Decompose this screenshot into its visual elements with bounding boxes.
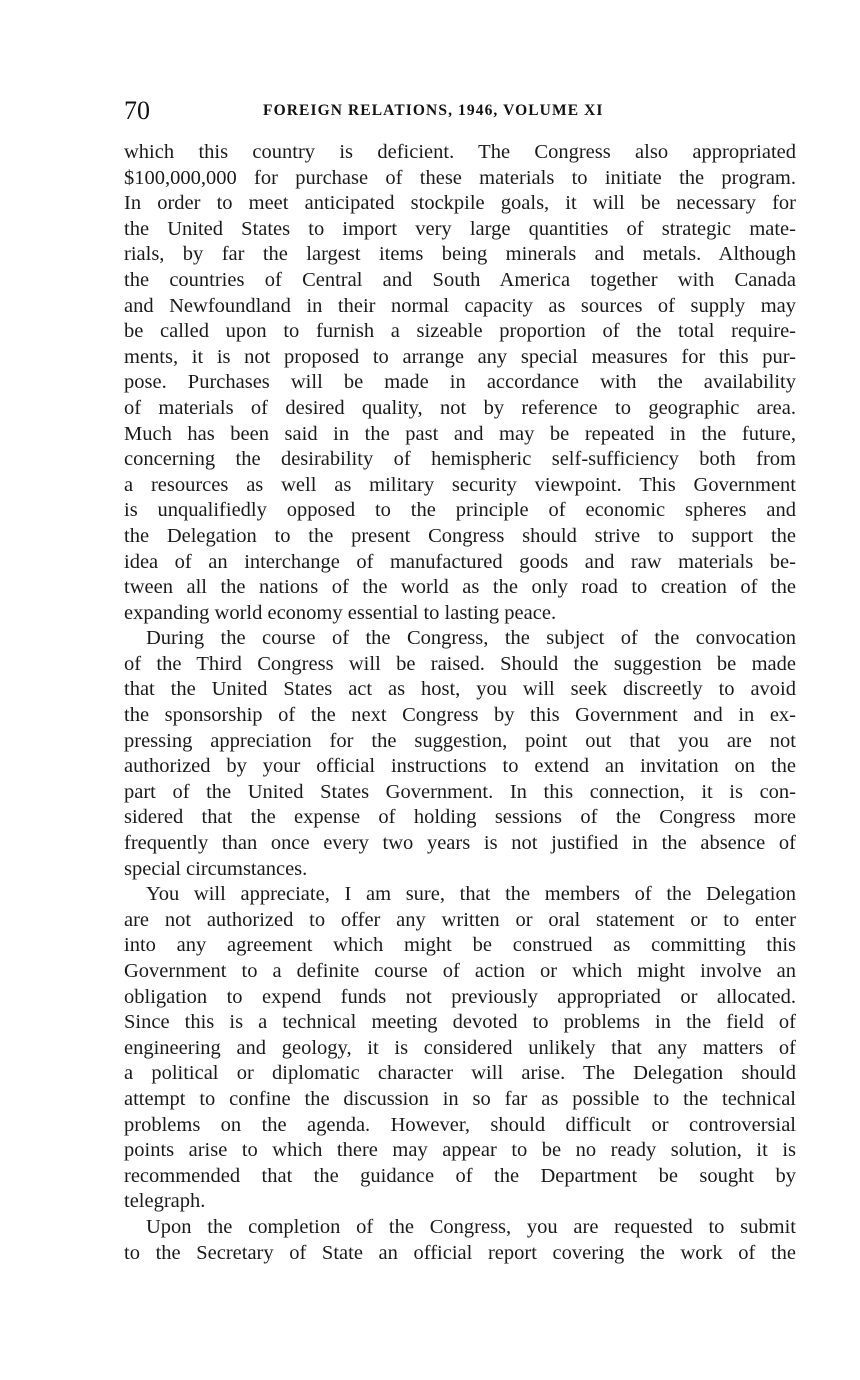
text-line: frequently than once every two years is not justified in the absence of xyxy=(124,832,796,855)
text-line: of the Third Congress will be raised. Should the suggestion be made xyxy=(124,652,796,675)
paragraph-third-congress xyxy=(124,626,796,882)
text-line: pressing appreciation for the suggestion, point out that you are not xyxy=(124,729,796,752)
text-line: telegraph. xyxy=(124,1190,206,1213)
text-line: tween all the nations of the world as the only road to creation of the xyxy=(124,576,796,599)
text-line: rials, by far the largest items being minerals and metals. Although xyxy=(124,243,796,266)
text-line: pose. Purchases will be made in accordance with the availability xyxy=(124,371,796,394)
text-line: which this country is deficient. The Congress also appropriated xyxy=(124,141,796,163)
text-line: concerning the desirability of hemispheric self-sufficiency both from xyxy=(124,448,796,471)
text-line: part of the United States Government. In this connection, it is con- xyxy=(124,780,796,803)
text-line: Upon the completion of the Congress, you are requested to submit xyxy=(146,1215,796,1238)
text-line: You will appreciate, I am sure, that the members of the Delegation xyxy=(146,883,796,906)
page-number: 70 xyxy=(124,96,150,125)
text-line: Since this is a technical meeting devoted to problems in the field of xyxy=(124,1011,796,1034)
text-line: special circumstances. xyxy=(124,857,308,880)
body-text xyxy=(124,140,796,1266)
text-line: Government to a definite course of action or which might involve an xyxy=(124,960,796,982)
text-line: a resources as well as military security viewpoint. This Government xyxy=(124,473,796,496)
text-line: of materials of desired quality, not by reference to geographic area. xyxy=(124,396,796,419)
text-line: authorized by your official instructions to extend an invitation on the xyxy=(124,755,796,778)
paragraph-stockpile xyxy=(124,140,796,626)
text-line: the countries of Central and South America together with Canada xyxy=(124,268,796,291)
text-line: the sponsorship of the next Congress by this Government and in ex- xyxy=(124,704,796,727)
text-line: that the United States act as host, you will seek discreetly to avoid xyxy=(124,678,796,701)
text-line: engineering and geology, it is considered unlikely that any matters of xyxy=(124,1036,796,1059)
text-line: $100,000,000 for purchase of these materials to initiate the program. xyxy=(124,166,796,189)
paragraph-report xyxy=(124,1215,796,1266)
text-line: points arise to which there may appear to be no ready solution, it is xyxy=(124,1139,796,1162)
text-line: During the course of the Congress, the subject of the convocation xyxy=(146,627,796,650)
text-line: obligation to expend funds not previously appropriated or allocated. xyxy=(124,985,796,1008)
text-line: the United States to import very large quantities of strategic mate- xyxy=(124,217,796,240)
text-line: and Newfoundland in their normal capacity as sources of supply may xyxy=(124,294,796,317)
text-line: Much has been said in the past and may be repeated in the future, xyxy=(124,422,796,445)
text-line: the Delegation to the present Congress should strive to support the xyxy=(124,524,796,547)
text-line: are not authorized to offer any written or oral statement or to enter xyxy=(124,908,796,931)
text-line: attempt to confine the discussion in so far as possible to the technical xyxy=(124,1087,796,1110)
text-line: be called upon to furnish a sizeable proportion of the total require- xyxy=(124,320,796,343)
text-line: to the Secretary of State an official report covering the work of the xyxy=(124,1241,796,1264)
text-line: ments, it is not proposed to arrange any special measures for this pur- xyxy=(124,345,796,368)
text-line: expanding world economy essential to lasting peace. xyxy=(124,601,557,624)
text-line: into any agreement which might be construed as committing this xyxy=(124,934,796,957)
text-line: sidered that the expense of holding sessions of the Congress more xyxy=(124,806,796,829)
text-line: a political or diplomatic character will arise. The Delegation should xyxy=(124,1062,796,1085)
text-line: In order to meet anticipated stockpile goals, it will be necessary for xyxy=(124,192,796,215)
paragraph-delegation-authority xyxy=(124,882,796,1215)
text-line: is unqualifiedly opposed to the principle of economic spheres and xyxy=(124,499,796,522)
text-line: idea of an interchange of manufactured goods and raw materials be- xyxy=(124,550,796,573)
running-title: FOREIGN RELATIONS, 1946, VOLUME XI xyxy=(263,102,604,119)
text-line: problems on the agenda. However, should difficult or controversial xyxy=(124,1113,796,1136)
running-head xyxy=(124,96,796,128)
text-line: recommended that the guidance of the Department be sought by xyxy=(124,1164,796,1187)
